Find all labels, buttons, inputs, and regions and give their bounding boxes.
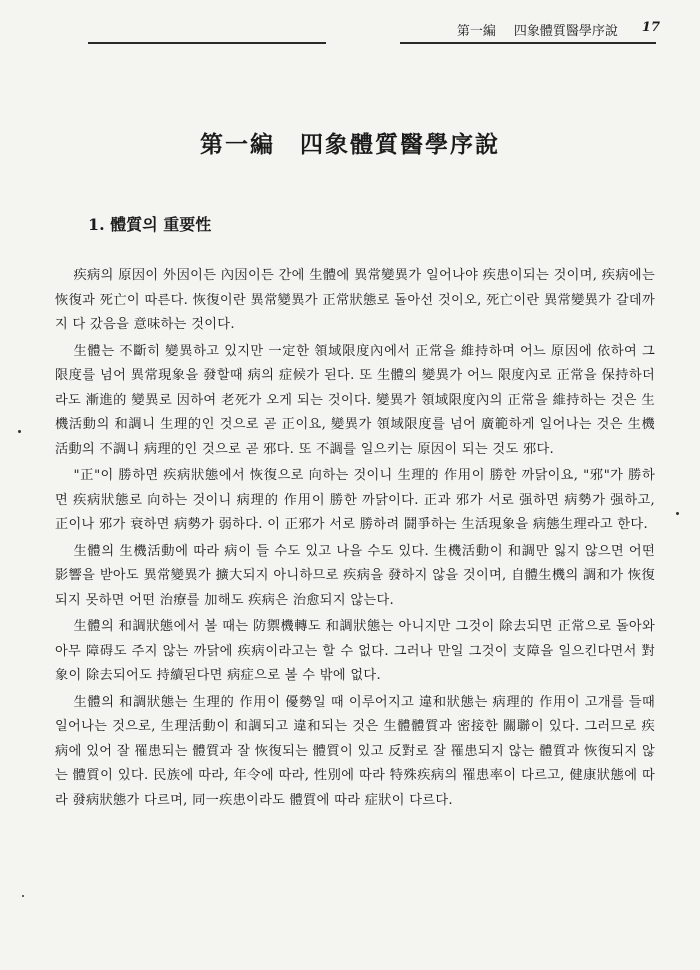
section-heading: 1. 體質의 重要性 — [88, 215, 212, 234]
chapter-title: 第一編 四象體質醫學序說 — [200, 131, 500, 158]
body-text — [55, 264, 655, 815]
paragraph: "正"이 勝하면 疾病狀態에서 恢復으로 向하는 것이니 生理的 作用이 勝한 까닭이요, "邪"가 勝하면 疾病狀態로 向하는 것이니 病理的 作用이 勝한 까닭이다. 正과 邪가 서로 强하면 病勢가 强하고, 正이나 邪가 衰하면 病勢가 弱하다. 이 正邪가 서로 勝하려 鬪爭하는 生活現象을 病態生理라고 한다. — [55, 468, 655, 532]
header-rule-right — [400, 42, 656, 44]
paragraph: 生體의 生機活動에 따라 病이 들 수도 있고 나을 수도 있다. 生機活動이 和調만 잃지 않으면 어떤 影響을 받아도 異常變異가 擴大되지 아니하므로 疾病을 發하지 않을 것이며, 自體生機의 調和가 恢復되지 못하면 어떤 治療를 加해도 疾病은 治愈되지 않는다. — [55, 543, 655, 608]
running-header — [440, 20, 660, 39]
paragraph: 生體의 和調狀態는 生理的 作用이 優勢일 때 이루어지고 違和狀態는 病理的 作用이 고개를 들때 일어나는 것으로, 生理活動이 和調되고 違和되는 것은 生體體質과 密接한 關聯이 있다. 그러므로 疾病에 있어 잘 罹患되는 體質과 잘 恢復되는 體質이 있고 反對로 잘 罹患되지 않는 體質과 恢復되지 않는 體質이 있다. 民族에 따라, 年令에 따라, 性別에 따라 特殊疾病의 罹患率이 다르고, 健康狀態에 따라 發病狀態가 다르며, 同一疾患이라도 體質에 따라 症狀이 다르다. — [55, 694, 655, 808]
scan-speck — [676, 512, 679, 515]
header-part: 第一編 — [456, 24, 496, 39]
header-rule-left — [88, 42, 326, 44]
paragraph: 生體의 和調狀態에서 볼 때는 防禦機轉도 和調狀態는 아니지만 그것이 除去되면 正常으로 돌아와 아무 障碍도 주지 않는 까닭에 疾病이라고는 할 수 없다. 그러나 만일 그것이 支障을 일으킨다면서 對象이 除去되어도 持續된다면 病症으로 볼 수 밖에 없다. — [55, 619, 655, 683]
scan-speck — [22, 895, 24, 897]
scan-speck — [18, 430, 21, 433]
paragraph: 疾病의 原因이 外因이든 內因이든 간에 生體에 異常變異가 일어나야 疾患이되는 것이며, 疾病에는 恢復과 死亡이 따른다. 恢復이란 異常變異가 正常狀態로 돌아선 것이오, 死亡이란 異常變異가 갈데까지 다 갔음을 意味하는 것이다. — [55, 268, 655, 332]
page-number: 17 — [641, 20, 660, 35]
header-title: 四象體質醫學序說 — [513, 24, 618, 39]
paragraph: 生體는 不斷히 變異하고 있지만 一定한 領域限度內에서 正常을 維持하며 어느 原因에 依하여 그 限度를 넘어 異常現象을 發할때 病의 症候가 된다. 또 生體의 變異가 어느 限度內로 正常을 保持하더라도 漸進的 變異로 因하여 老死가 오게 되는 것이다. 變異가 領域限度內의 正常을 維持하는 것은 生機活動의 和調니 生理的인 것으로 곧 正이요, 變異가 領域限度를 넘어 廣範하게 일어나는 것은 生機活動의 不調니 病理的인 것으로 곧 邪다. 또 不調를 일으키는 原因이 되는 것도 邪다. — [55, 343, 655, 457]
